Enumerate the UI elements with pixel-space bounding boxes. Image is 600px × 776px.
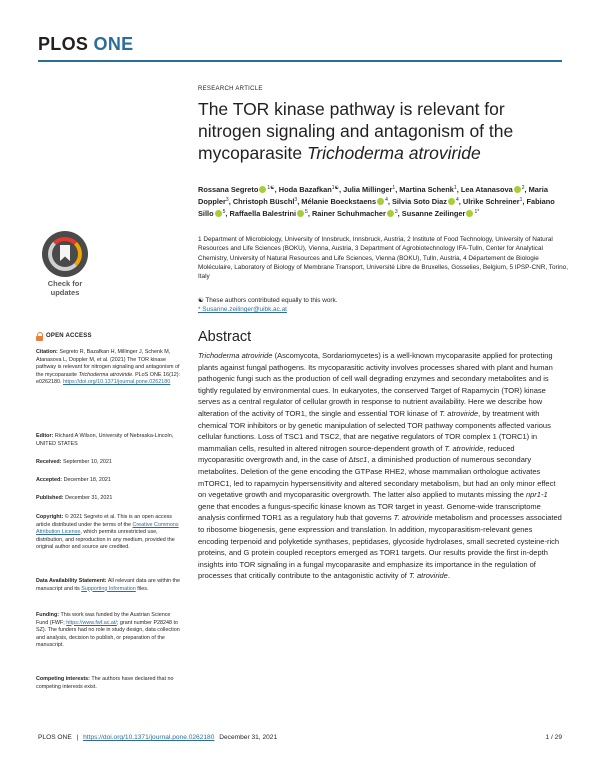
footer-doi-link[interactable]: https://doi.org/10.1371/journal.pone.0262180 [83,734,215,741]
abstract-heading: Abstract [198,329,252,345]
citation-label: Citation: [36,349,58,355]
title-species: Trichoderma atroviride [306,143,481,163]
orcid-icon[interactable] [448,198,455,205]
published-date: December 31, 2021 [65,495,113,501]
received-block [36,459,182,467]
author-name: Christoph Büschl [232,197,295,206]
check-for-updates-badge[interactable] [40,231,90,297]
orcid-icon[interactable] [297,210,304,217]
abstract-segment: gene that encodes a fungus-specific kinase known as TOR target in yeast. Genome-wide transcriptome analysis confirmed TOR1 as a regulatory hub that governs [198,501,541,523]
editor-block [36,433,182,448]
competing-text: The authors have declared that no competing interests exist. [36,676,174,690]
open-access [36,332,92,340]
abstract-italic-term: Trichoderma atroviride [198,351,273,360]
journal-logo [38,34,133,55]
abstract-segment: . [447,571,450,581]
badge-line2: updates [50,287,80,297]
author-affiliation-marker: 3 [225,197,229,203]
author-name: Silvia Soto Diaz [391,197,447,206]
abstract-segment: , reduced mycoparasitic overgrowth and, in the case of Δ [198,443,515,465]
open-access-label: OPEN ACCESS [46,333,92,339]
accepted-block [36,477,182,485]
author-affiliation-marker: 4 [456,197,459,203]
funding-text: This work was funded by the Austrian Science Fund (FWF; [36,612,171,626]
competing-interests-block [36,676,182,691]
article-title [198,98,568,164]
citation-text: Segreto R, Bazafkan H, Millinger J, Schenk M, Atanasova L, Doppler M, et al. (2021) The TOR kinase pathway is relevant for nitrogen signaling and antagonism of the mycoparasite [36,349,180,378]
accepted-date: December 18, 2021 [63,477,111,483]
author-name: Lea Atanasova [460,185,513,194]
author-name: Martina Schenk [399,185,454,194]
abstract-italic-term: T. atroviride [408,571,448,581]
page-number: 1 / 29 [545,734,562,741]
header-rule [38,60,562,62]
abstract-italic-term: tsc1 [353,455,368,465]
editor-label: Editor: [36,433,54,439]
fwf-link[interactable]: https://www.fwf.ac.at/ [66,619,117,626]
abstract-italic-term: T. atroviride [393,513,433,523]
affiliations: 1 Department of Microbiology, University of Innsbruck, Innsbruck, Austria, 2 Institute of Food Technology, University of Natural Resources and Life Sciences (BOKU), Vienna, Austria, 3 Department of Agrobiotechnology IFA-Tulln, Center for Analytical Chemistry, University of Natural Resources and Life Sciences, Vienna (BOKU), Tulln, Austria, 4 Département de Biologie Moléculaire, Laboratory of Biology of Membrane Transport, Université Libre de Bruxelles, Gosselies, Belgium, 5 IPSP-CNR, Torino, Italy [198,236,568,281]
orcid-icon[interactable] [387,210,394,217]
author-name: Susanne Zeilinger [401,209,466,218]
author-affiliation-marker: 1 [453,185,457,191]
copyright-text-2: , which permits unrestricted use, distribution, and reproduction in any medium, provided the original author and source are credited. [36,529,175,551]
received-label: Received: [36,459,62,465]
author-notes [198,296,568,314]
article-type: RESEARCH ARTICLE [198,86,263,92]
data-availability-text: All relevant data are within the manuscript and its [36,578,181,592]
author-name: Julia Millinger [343,185,393,194]
data-availability-text-2: files. [137,585,149,592]
corresponding-email-link[interactable]: * Susanne.zeilinger@uibk.ac.at [198,306,287,313]
funding-label: Funding: [36,612,60,618]
orcid-icon[interactable] [259,186,266,193]
author-name: Rossana Segreto [198,185,259,194]
author-affiliation-marker: 1* [474,209,480,215]
editor-text: Richard A Wilson, University of Nebraska-Lincoln, UNITED STATES [36,433,174,447]
author-name: Mélanie Boeckstaens [301,197,377,206]
abstract-italic-term: npr1-1 [525,490,548,500]
abstract-text [198,350,562,582]
data-availability-block [36,578,182,593]
accepted-label: Accepted: [36,477,63,483]
published-label: Published: [36,495,64,501]
abstract-segment: (Ascomycota, Sordariomycetes) is a well-known mycoparasite applied for protecting plants against fungal pathogens. Its mycoparasitic activity involves processes shared with plant and human pathogenic fungi such as the production of cell wall degrading enzymes and secondary metabolites and is tightly regulated by environmental cues. In eukaryotes, the conserved Target of Rapamycin (TOR) kinase serves as a central regulator of cellular growth in response to nutrient availability. Here we describe how alteration of the activity of TOR1, the single and essential TOR kinase of [198,351,553,418]
citation-doi-link[interactable]: https://doi.org/10.1371/journal.pone.0262180 [62,379,171,386]
orcid-icon[interactable] [377,198,384,205]
orcid-icon[interactable] [514,186,521,193]
logo-plos: PLOS [38,34,89,54]
crossmark-icon [42,231,88,277]
page-footer [38,734,562,741]
footer-separator: | [76,734,79,741]
author-affiliation-marker: 4 [385,197,388,203]
supporting-info-link[interactable]: Supporting Information [81,585,136,592]
title-text: The TOR kinase pathway is relevant for nitrogen signaling and antagonism of the mycoparasite [198,99,514,163]
author-name: Fabiano Sillo [198,197,555,218]
received-date: September 10, 2021 [62,459,112,465]
abstract-segment: metabolism and processes associated to ribosome biogenesis, gene expression and translation. In addition, mycoparasitism-relevant genes encoding terpenoid and polyketide synthases, peptidases, glycoside hydrolases, small secreted cysteine-rich proteins, and G protein coupled receptors emerged as TOR1 targets. Our results provide the first in-depth insights into TOR signaling in a fungal mycoparasite and emphasize its importance in the regulation of processes that critically contribute to the antagonistic activity of [198,513,562,581]
competing-label: Competing interests: [36,676,90,682]
author-name: Hoda Bazafkan [278,185,332,194]
footer-date: December 31, 2021 [219,734,278,741]
author-affiliation-marker: 1 [392,185,396,191]
copyright-text: © 2021 Segreto et al. This is an open access article distributed under the terms of the [36,514,173,528]
author-affiliation-marker: 5 [222,209,226,215]
author-affiliation-marker: 5 [305,209,308,215]
author-affiliation-marker: 3 [394,209,398,215]
license-link[interactable]: Creative Commons Attribution License [36,521,179,536]
published-block [36,495,182,503]
abstract-italic-term: T. atroviride [444,443,484,453]
funding-block [36,612,182,650]
logo-one: ONE [93,34,134,54]
author-affiliation-marker: 1☯ [331,185,340,191]
author-name: Rainer Schuhmacher [311,209,386,218]
copyright-label: Copyright: [36,514,64,520]
author-list: Rossana Segreto $^{1☯}$, Hoda Bazafkan$^{1☯}$, Julia Millinger$^1$, Martina Schenk$^1$, Lea Atanasova $^2$, Maria Doppler$^3$, Christoph Büschl$^3$, Mélanie Boeckstaens $^4$, Silvia Soto Diaz $^4$, Ulrike Schreiner$^1$, Fabiano Sillo $^5$, Raffaella Balestrini $^5$, Rainer Schuhmacher $^3$, Susanne Zeilinger $^{1*}$ [198,185,555,218]
author-affiliation-marker: 2 [521,185,525,191]
orcid-icon[interactable] [215,210,222,217]
author-affiliation-marker: 3 [294,197,298,203]
equal-contribution-note: ☯ These authors contributed equally to this work. [198,297,338,304]
citation-block [36,349,182,387]
footer-journal: PLOS ONE [38,734,72,741]
author-affiliation-marker: 1 [519,197,523,203]
orcid-icon[interactable] [466,210,473,217]
abstract-segment: , by treatment with chemical TOR inhibitors or by genetic manipulation of selected TOR pathway components affected various cellular functions. Loss of TSC1 and TSC2, that are negative regulators of TOR complex 1 (TORC1) in mammalian cells, resulted in altered nitrogen source-dependent growth of [198,408,551,453]
data-availability-label: Data Availability Statement: [36,578,107,584]
abstract-segment: , a diminished production of numerous secondary metabolites. Deletion of the gene encoding the GTPase RHE2, whose mammalian orthologue activates mTORC1, led to rapamycin hypersensitivity and altered secondary metabolism, but had an only minor effect on vegetative growth and mycoparasitic overgrowth. The latter also applied to mutants missing the [198,455,556,500]
badge-line1: Check for [47,279,83,288]
open-lock-icon [36,332,43,340]
author-name: Ulrike Schreiner [462,197,520,206]
funding-text-2: ; grant number P28248 to SZ). The funders had no role in study design, data collection and analysis, decision to publish, or preparation of the manuscript. [36,619,180,649]
author-name: Raffaella Balestrini [229,209,297,218]
copyright-block [36,514,182,552]
citation-species: Trichoderma atroviride [78,371,133,378]
citation-rest: . PLoS ONE 16(12): e0262180. [36,371,181,386]
author-name: Maria Doppler [198,185,548,206]
abstract-italic-term: T. atroviride [439,408,479,418]
author-affiliation-marker: 1☯ [267,185,275,191]
